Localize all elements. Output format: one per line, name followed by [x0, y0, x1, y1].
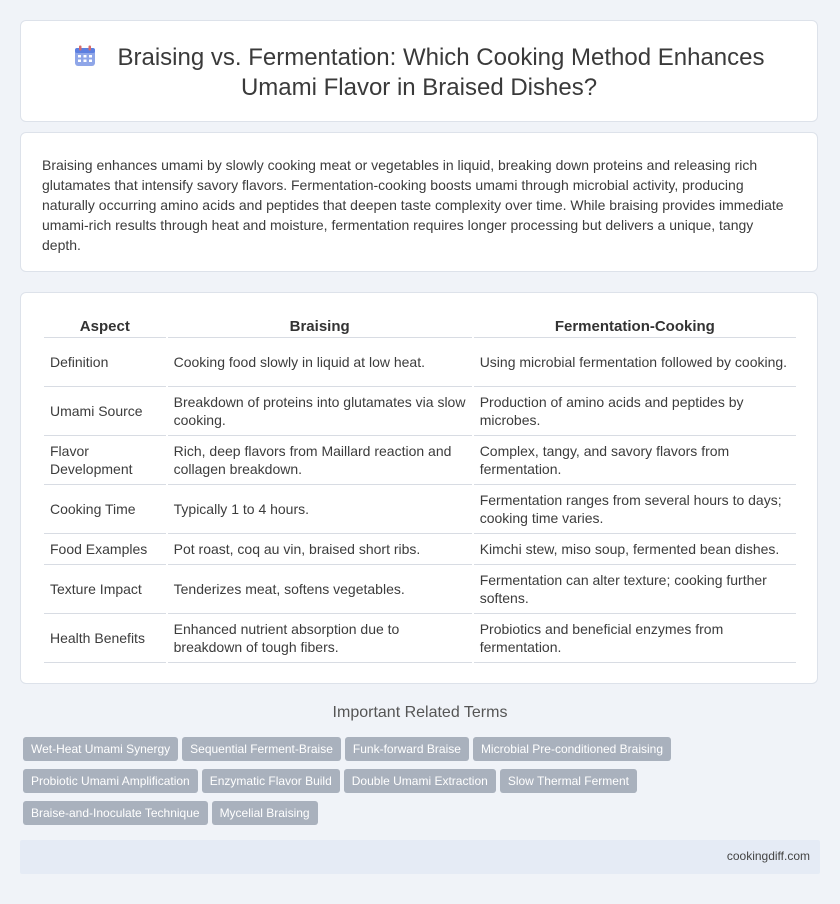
related-term-tag[interactable]: Mycelial Braising: [212, 801, 318, 825]
related-term-tag[interactable]: Microbial Pre-conditioned Braising: [473, 737, 671, 761]
related-term-tag[interactable]: Slow Thermal Ferment: [500, 769, 637, 793]
page-title: [21, 43, 817, 103]
related-term-tag[interactable]: Double Umami Extraction: [344, 769, 496, 793]
related-term-tag[interactable]: Sequential Ferment-Braise: [182, 737, 341, 761]
cell-aspect: Umami Source: [44, 387, 166, 436]
header-fermentation: Fermentation-Cooking: [474, 315, 796, 338]
table-row: [44, 387, 796, 436]
cell-braising: Breakdown of proteins into glutamates via slow cooking.: [168, 387, 472, 436]
cell-fermentation: Fermentation can alter texture; cooking further softens.: [474, 565, 796, 614]
related-terms-list: [23, 737, 723, 833]
cell-fermentation: Kimchi stew, miso soup, fermented bean dishes.: [474, 534, 796, 565]
table-row: [44, 436, 796, 485]
cell-braising: Rich, deep flavors from Maillard reaction and collagen breakdown.: [168, 436, 472, 485]
cell-braising: Cooking food slowly in liquid at low heat.: [168, 338, 472, 387]
cell-fermentation: Complex, tangy, and savory flavors from fermentation.: [474, 436, 796, 485]
related-term-tag[interactable]: Probiotic Umami Amplification: [23, 769, 198, 793]
cell-braising: Enhanced nutrient absorption due to breakdown of tough fibers.: [168, 614, 472, 663]
related-term-tag[interactable]: Enzymatic Flavor Build: [202, 769, 340, 793]
related-terms-title: Important Related Terms: [332, 704, 508, 721]
calendar-icon: [74, 45, 96, 67]
table-row: [44, 565, 796, 614]
comparison-table: [42, 315, 798, 663]
table-row: [44, 338, 796, 387]
title-wrap: [21, 43, 817, 103]
header-card: [20, 20, 818, 122]
table-row: [44, 534, 796, 565]
header-aspect: Aspect: [44, 315, 166, 338]
related-term-tag[interactable]: Braise-and-Inoculate Technique: [23, 801, 208, 825]
cell-fermentation: Production of amino acids and peptides by microbes.: [474, 387, 796, 436]
cell-fermentation: Fermentation ranges from several hours to days; cooking time varies.: [474, 485, 796, 534]
cell-fermentation: Using microbial fermentation followed by cooking.: [474, 338, 796, 387]
cell-aspect: Food Examples: [44, 534, 166, 565]
title-text: Braising vs. Fermentation: Which Cooking Method Enhances Umami Flavor in Braised Dishes?: [117, 44, 765, 101]
related-term-tag[interactable]: Funk-forward Braise: [345, 737, 469, 761]
cell-aspect: Health Benefits: [44, 614, 166, 663]
comparison-card: [20, 292, 818, 684]
cell-aspect: Cooking Time: [44, 485, 166, 534]
cell-aspect: Texture Impact: [44, 565, 166, 614]
table-row: [44, 485, 796, 534]
cell-braising: Typically 1 to 4 hours.: [168, 485, 472, 534]
intro-card: [20, 132, 818, 272]
intro-paragraph: Braising enhances umami by slowly cooking meat or vegetables in liquid, breaking down proteins and releasing rich glutamates that intensify savory flavors. Fermentation-cooking boosts umami through microbial activity, producing naturally occurring amino acids and peptides that deepen taste complexity over time. While braising provides immediate umami-rich results through heat and moisture, fermentation requires longer processing but delivers a unique, tangy depth.: [42, 157, 784, 253]
footer-site-link[interactable]: cookingdiff.com: [726, 849, 810, 863]
cell-braising: Pot roast, coq au vin, braised short ribs.: [168, 534, 472, 565]
cell-braising: Tenderizes meat, softens vegetables.: [168, 565, 472, 614]
footer-bar: [20, 840, 820, 874]
cell-fermentation: Probiotics and beneficial enzymes from fermentation.: [474, 614, 796, 663]
cell-aspect: Flavor Development: [44, 436, 166, 485]
table-header-row: [44, 315, 796, 338]
table-row: [44, 614, 796, 663]
cell-aspect: Definition: [44, 338, 166, 387]
related-term-tag[interactable]: Wet-Heat Umami Synergy: [23, 737, 178, 761]
header-braising: Braising: [168, 315, 472, 338]
